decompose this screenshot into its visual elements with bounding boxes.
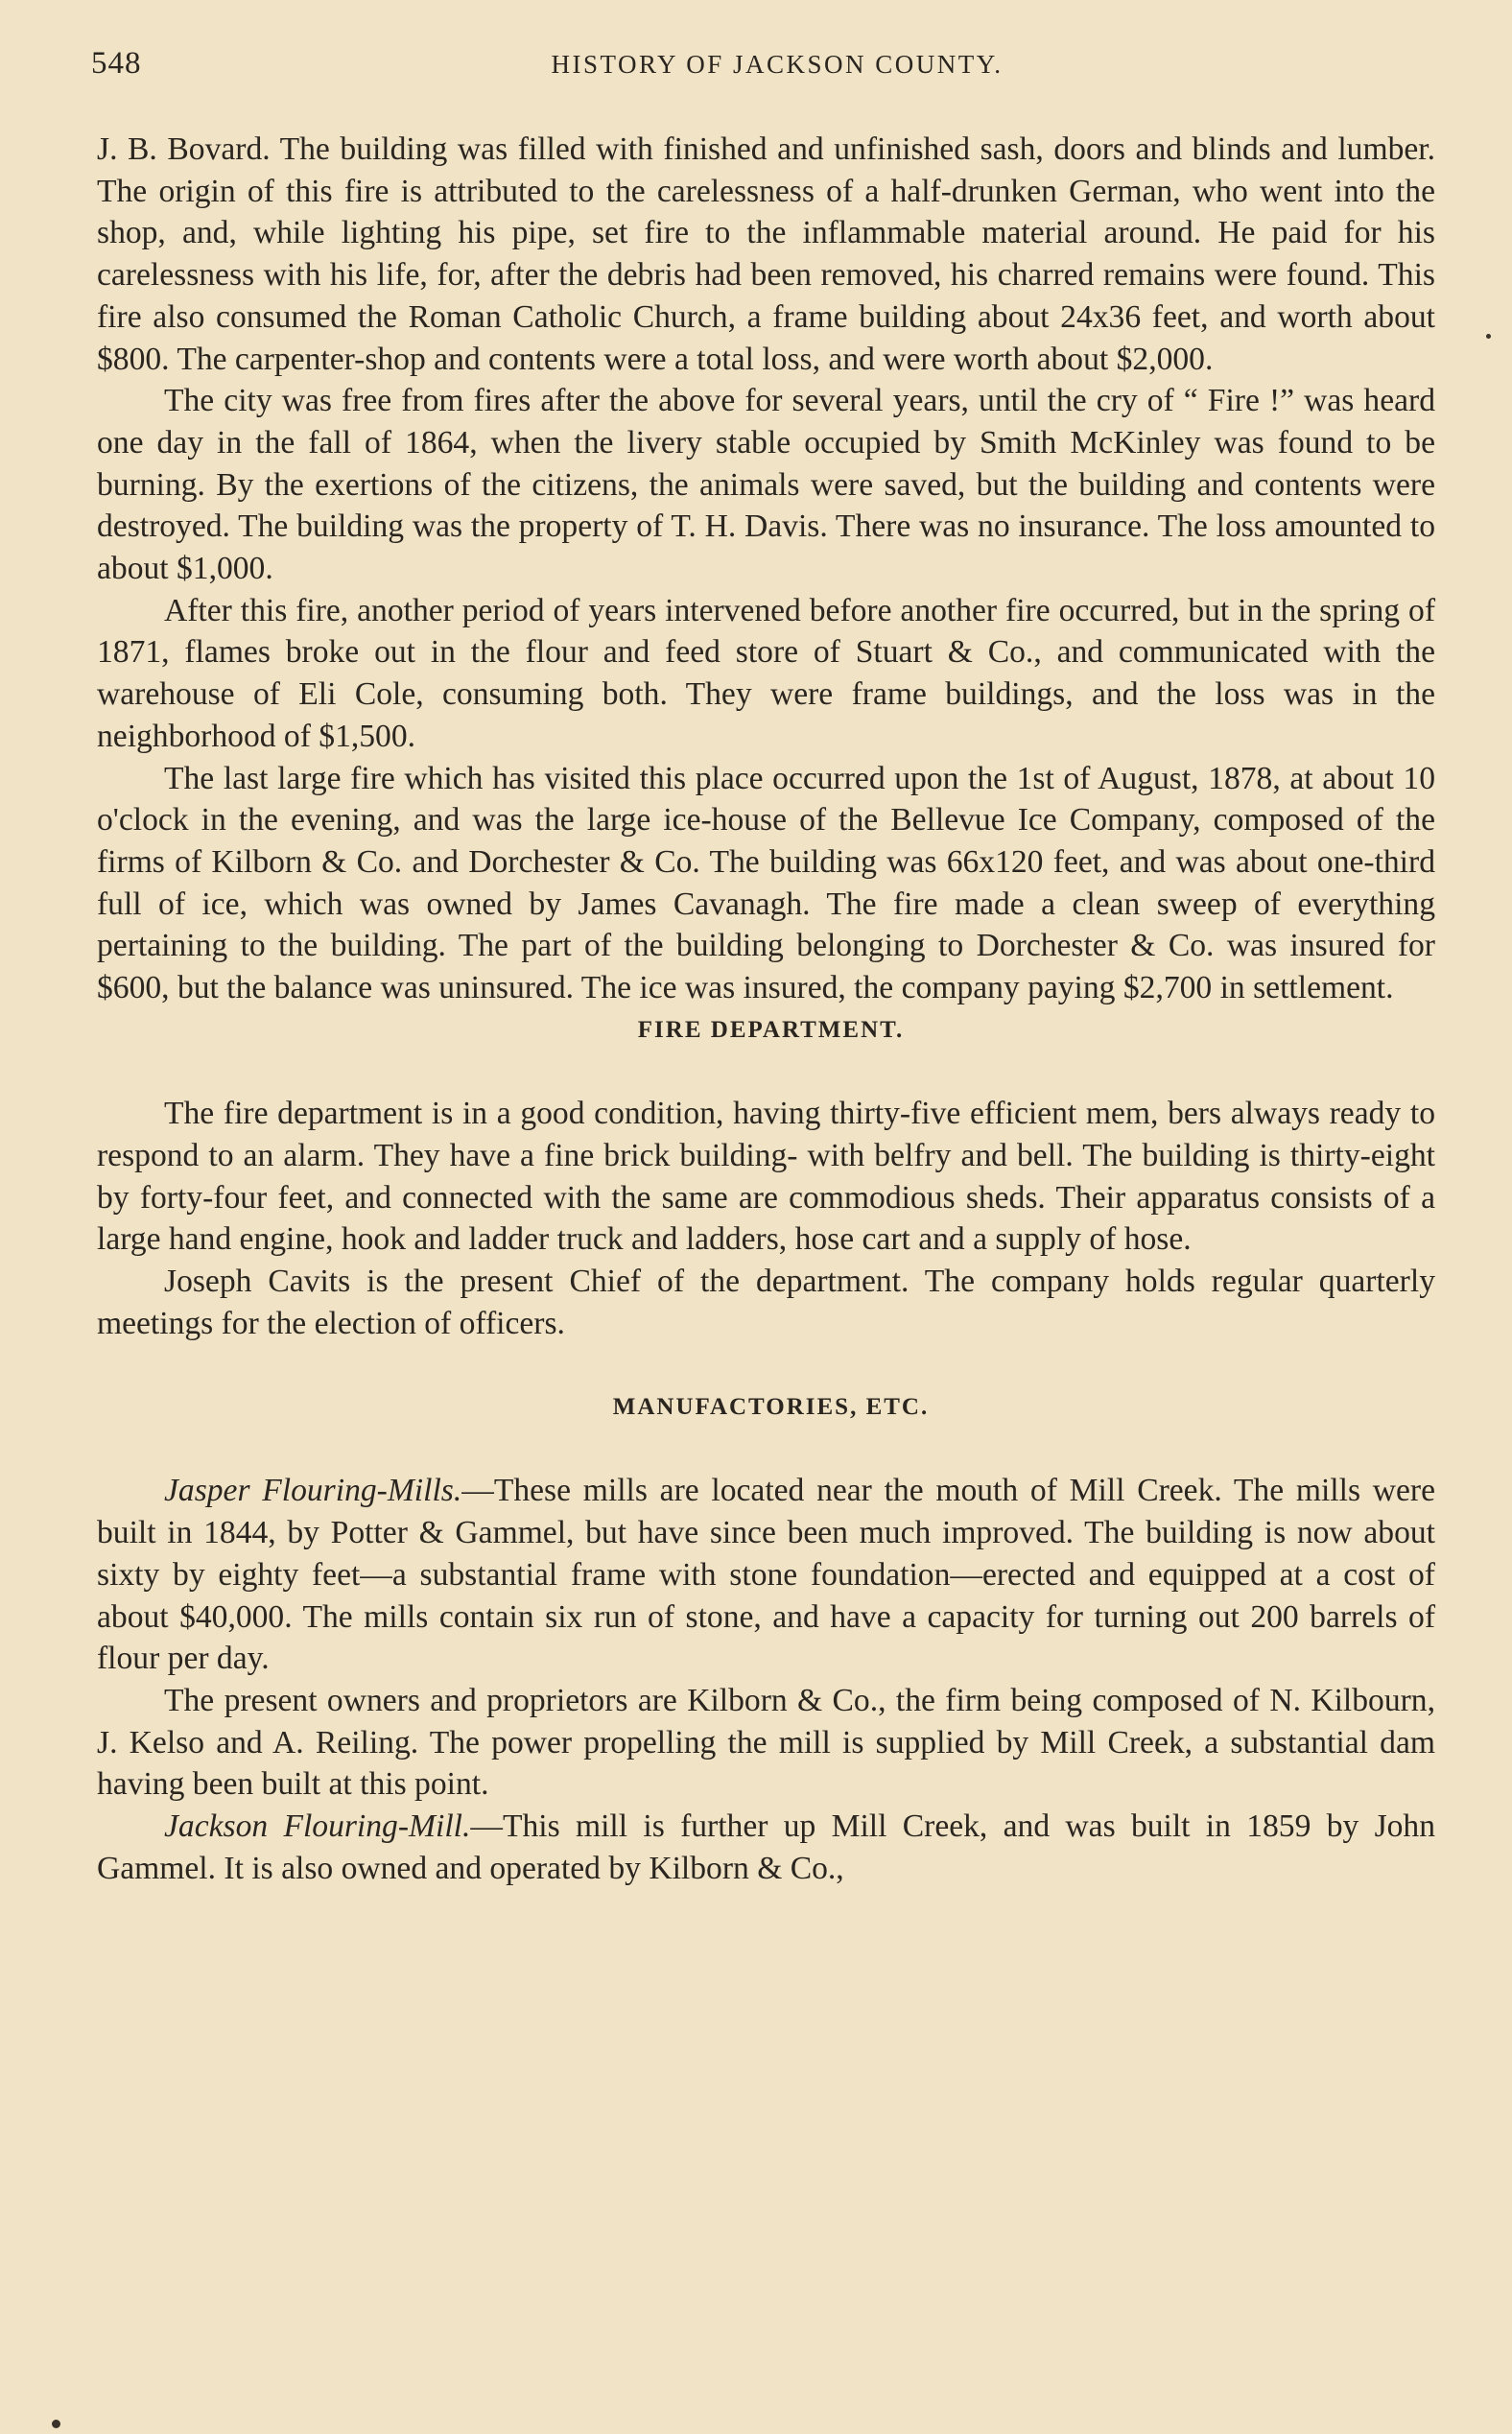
paragraph-bovard-fire: J. B. Bovard. The building was filled with finished and unfinished sash, doors and blinds and lumber. The origin of this fire is attributed to the carelessness of a half-drunken German, who went into the shop, and, while lighting his pipe, set fire to the inflammable material around. He paid for his carelessness with his life, for, after the debris had been removed, his charred remains were found. This fire also consumed the Roman Catholic Church, a frame building about 24x36 feet, and worth about $800. The carpenter-shop and contents were a total loss, and were worth about $2,000. bbox=[97, 131, 1435, 377]
page-number: 548 bbox=[91, 46, 142, 81]
paragraph-jackson-mill bbox=[97, 1806, 1435, 1889]
paragraph-fire-chief: Joseph Cavits is the present Chief of the department. The company holds regular quarterly meetings for the election of officers. bbox=[97, 1263, 1435, 1341]
heading-fire-department: FIRE DEPARTMENT. bbox=[637, 1016, 905, 1043]
paper-speck bbox=[1486, 334, 1491, 339]
paragraph-jasper-mills bbox=[97, 1470, 1435, 1680]
paper-speck bbox=[52, 2420, 60, 2428]
running-head bbox=[91, 46, 1439, 94]
paragraph-fire-department: The fire department is in a good condition, having thirty-five efficient mem, bers always ready to respond to an alarm. They have a fine brick building- with belfry and bell. The building is thirty-eight by forty-four feet, and connected with the same are commodious sheds. Their apparatus consists of a large hand engine, hook and ladder truck and ladders, hose cart and a supply of hose. bbox=[97, 1096, 1435, 1258]
jasper-mills-text: —These mills are located near the mouth of Mill Creek. The mills were built in 1844, by Potter & Gammel, but have since been much improved. The building is now about sixty by eighty feet—a substantial frame with stone foundation—erected and equipped at a cost of about $40,000. The mills contain six run of stone, and have a capacity for turning out 200 barrels of flour per day. bbox=[97, 1473, 1435, 1677]
paragraph-mill-owners: The present owners and proprietors are Kilborn & Co., the firm being composed of N. Kilbourn, J. Kelso and A. Reiling. The power propelling the mill is supplied by Mill Creek, a substantial dam having been built at this point. bbox=[97, 1682, 1435, 1803]
paragraph-livery-stable-fire: The city was free from fires after the above for several years, until the cry of “ Fire !” was heard one day in the fall of 1864, when the livery stable occupied by Smith McKinley was found to be burning. By the exertions of the citizens, the animals were saved, but the building and contents were destroyed. The building was the property of T. H. Davis. There was no insurance. The loss amounted to about $1,000. bbox=[97, 383, 1435, 587]
running-title: HISTORY OF JACKSON COUNTY. bbox=[551, 50, 1004, 79]
jasper-mills-title: Jasper Flouring-Mills. bbox=[164, 1473, 462, 1509]
paragraph-flour-store-fire: After this fire, another period of years intervened before another fire occurred, but in the spring of 1871, flames broke out in the flour and feed store of Stuart & Co., and communicated with the warehouse of Eli Cole, consuming both. They were frame buildings, and the loss was in the neighborhood of $1,500. bbox=[97, 592, 1435, 754]
paragraph-ice-house-fire: The last large fire which has visited this place occurred upon the 1st of August, 1878, at about 10 o'clock in the evening, and was the large ice-house of the Bellevue Ice Company, composed of the firms of Kilborn & Co. and Dorchester & Co. The building was 66x120 feet, and was about one-third full of ice, which was owned by James Cavanagh. The fire made a clean sweep of everything pertaining to the building. The part of the building belonging to Dorchester & Co. was insured for $600, but the balance was uninsured. The ice was insured, the company paying $2,700 in settlement. bbox=[97, 760, 1435, 1006]
body-text bbox=[97, 129, 1435, 1889]
jackson-mill-title: Jackson Flouring-Mill. bbox=[164, 1808, 471, 1845]
jackson-mill-text: —This mill is further up Mill Creek, and was built in 1859 by John Gammel. It is also owned and operated by Kilborn & Co., bbox=[97, 1808, 1436, 1886]
heading-manufactories: MANUFACTORIES, ETC. bbox=[612, 1394, 930, 1421]
